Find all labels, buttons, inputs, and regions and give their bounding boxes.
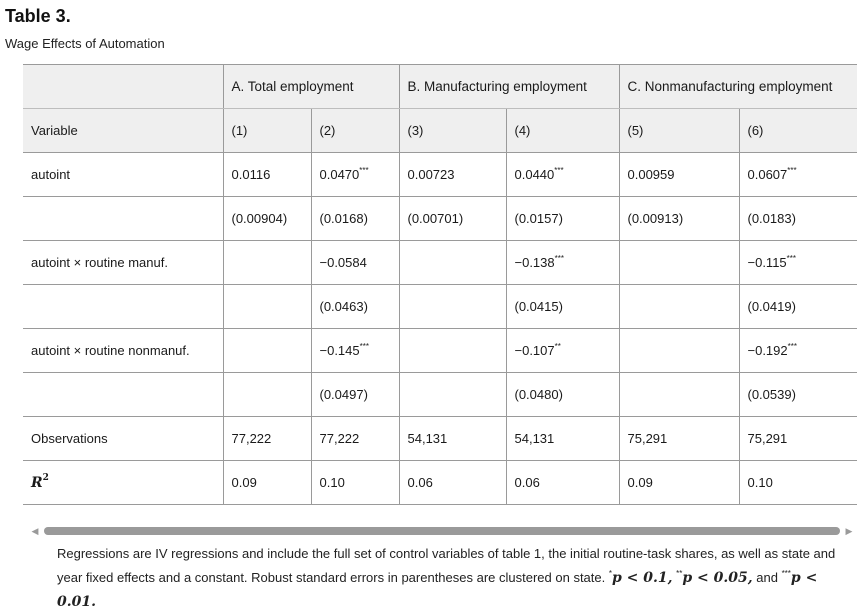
table-row	[23, 329, 857, 373]
table-cell: 0.10	[739, 461, 857, 505]
cell-value: −0.192	[747, 343, 788, 358]
table-cell	[311, 153, 399, 197]
table-note	[57, 542, 855, 614]
wage-effects-table	[23, 64, 857, 505]
table-cell	[619, 373, 739, 417]
scrollbar-track[interactable]	[44, 527, 840, 535]
significance-stars: **	[554, 342, 561, 351]
table-body	[23, 153, 857, 505]
row-label	[23, 373, 223, 417]
cell-value: 0.0607	[747, 167, 788, 182]
table-cell	[223, 329, 311, 373]
variable-header: Variable	[23, 109, 223, 153]
significance-stars: ***	[554, 254, 564, 263]
cell-value: −0.145	[319, 343, 360, 358]
table-cell	[311, 417, 399, 461]
cell-value: (0.00913)	[627, 211, 684, 226]
scrollbar-thumb[interactable]	[44, 527, 840, 535]
significance-threshold: p < 0.01.	[57, 570, 818, 610]
table-cell	[223, 241, 311, 285]
note-text: Regressions are IV regressions and include the full set of control variables of table 1, the initial routine-task shares, as well as state and year fixed effects and a constant. Robust standard errors in parentheses are clustered on state.	[57, 546, 836, 585]
cell-value: 0.0440	[514, 167, 555, 182]
horizontal-scrollbar[interactable]	[28, 524, 856, 538]
table-cell	[223, 373, 311, 417]
cell-value: 0.00959	[627, 167, 675, 182]
table-cell	[399, 241, 506, 285]
table-cell	[506, 153, 619, 197]
column-header: (1)	[223, 109, 311, 153]
table-cell	[619, 285, 739, 329]
table-cell: 0.10	[311, 461, 399, 505]
table-cell	[739, 153, 857, 197]
table-cell	[399, 417, 506, 461]
table-row	[23, 285, 857, 329]
cell-value: 77,222	[231, 431, 272, 446]
table-cell	[311, 373, 399, 417]
table-cell	[399, 153, 506, 197]
cell-value: 54,131	[514, 431, 555, 446]
r-squared-label: $R^2$	[23, 461, 223, 505]
cell-value: 77,222	[319, 431, 360, 446]
table-cell	[311, 285, 399, 329]
table-cell	[739, 329, 857, 373]
row-label: autoint × routine manuf.	[23, 241, 223, 285]
cell-value: 0.00723	[407, 167, 455, 182]
table-cell: 0.09	[619, 461, 739, 505]
cell-value: (0.0419)	[747, 299, 796, 314]
significance-stars: ***	[787, 342, 797, 351]
table-cell	[223, 285, 311, 329]
cell-value: (0.00904)	[231, 211, 288, 226]
cell-value: −0.138	[514, 255, 555, 270]
column-header-row	[23, 109, 857, 153]
cell-value: 0.0116	[231, 167, 271, 182]
table-cell	[311, 197, 399, 241]
table-cell	[311, 329, 399, 373]
scroll-left-arrow-icon[interactable]: ◀	[31, 526, 39, 536]
significance-threshold: p < 0.1,	[612, 570, 673, 586]
table-cell	[619, 197, 739, 241]
table-cell: 0.09	[223, 461, 311, 505]
cell-value: 54,131	[407, 431, 448, 446]
table-row	[23, 197, 857, 241]
column-header: (5)	[619, 109, 739, 153]
table-row	[23, 373, 857, 417]
table-cell	[399, 197, 506, 241]
table-cell	[619, 241, 739, 285]
column-header: (4)	[506, 109, 619, 153]
significance-star: ***	[781, 569, 791, 578]
table-cell	[739, 373, 857, 417]
table-cell	[399, 285, 506, 329]
table-row	[23, 461, 857, 505]
table-cell	[739, 285, 857, 329]
table-cell	[506, 285, 619, 329]
cell-value: 75,291	[747, 431, 788, 446]
table-cell	[506, 373, 619, 417]
table-cell	[619, 417, 739, 461]
table-container	[23, 64, 857, 505]
table-cell	[739, 241, 857, 285]
table-row	[23, 241, 857, 285]
cell-value: (0.00701)	[407, 211, 464, 226]
table-cell	[506, 329, 619, 373]
column-header: (3)	[399, 109, 506, 153]
cell-value: (0.0415)	[514, 299, 563, 314]
cell-value: 75,291	[627, 431, 668, 446]
table-cell	[223, 153, 311, 197]
table-cell: 0.06	[399, 461, 506, 505]
significance-stars: ***	[554, 166, 564, 175]
table-cell	[506, 417, 619, 461]
significance-star: *	[608, 569, 612, 578]
group-header-nonmanufacturing: C. Nonmanufacturing employment	[619, 65, 857, 109]
cell-value: 0.0470	[319, 167, 360, 182]
cell-value: (0.0539)	[747, 387, 796, 402]
cell-value: (0.0480)	[514, 387, 563, 402]
cell-value: −0.107	[514, 343, 555, 358]
table-cell	[619, 153, 739, 197]
table-cell	[739, 417, 857, 461]
table-cell	[506, 241, 619, 285]
significance-star: **	[676, 569, 683, 578]
table-cell	[739, 197, 857, 241]
cell-value: (0.0463)	[319, 299, 368, 314]
table-subtitle: Wage Effects of Automation	[5, 36, 165, 51]
significance-stars: ***	[359, 166, 369, 175]
table-cell	[399, 373, 506, 417]
significance-threshold: p < 0.05,	[682, 570, 753, 586]
significance-stars: ***	[787, 166, 797, 175]
table-cell	[311, 241, 399, 285]
column-header: (2)	[311, 109, 399, 153]
cell-value: (0.0497)	[319, 387, 368, 402]
table-cell	[619, 329, 739, 373]
cell-value: (0.0183)	[747, 211, 796, 226]
table-title: Table 3.	[5, 6, 71, 26]
note-and: and	[756, 570, 778, 585]
table-cell	[399, 329, 506, 373]
group-header-row	[23, 65, 857, 109]
cell-value: (0.0157)	[514, 211, 563, 226]
cell-value: −0.115	[747, 255, 787, 270]
row-label: Observations	[23, 417, 223, 461]
row-label	[23, 197, 223, 241]
column-header: (6)	[739, 109, 857, 153]
table-cell	[223, 197, 311, 241]
row-label	[23, 285, 223, 329]
row-label: autoint	[23, 153, 223, 197]
row-label: autoint × routine nonmanuf.	[23, 329, 223, 373]
group-header-total: A. Total employment	[223, 65, 399, 109]
significance-stars: ***	[359, 342, 369, 351]
cell-value: (0.0168)	[319, 211, 368, 226]
table-row	[23, 417, 857, 461]
table-row	[23, 153, 857, 197]
cell-value: −0.0584	[319, 255, 367, 270]
group-header-manufacturing: B. Manufacturing employment	[399, 65, 619, 109]
scroll-right-arrow-icon[interactable]: ▶	[845, 526, 853, 536]
table-cell: 0.06	[506, 461, 619, 505]
significance-stars: ***	[786, 254, 797, 263]
table-cell	[506, 197, 619, 241]
header-blank-cell	[23, 65, 223, 109]
table-cell	[223, 417, 311, 461]
